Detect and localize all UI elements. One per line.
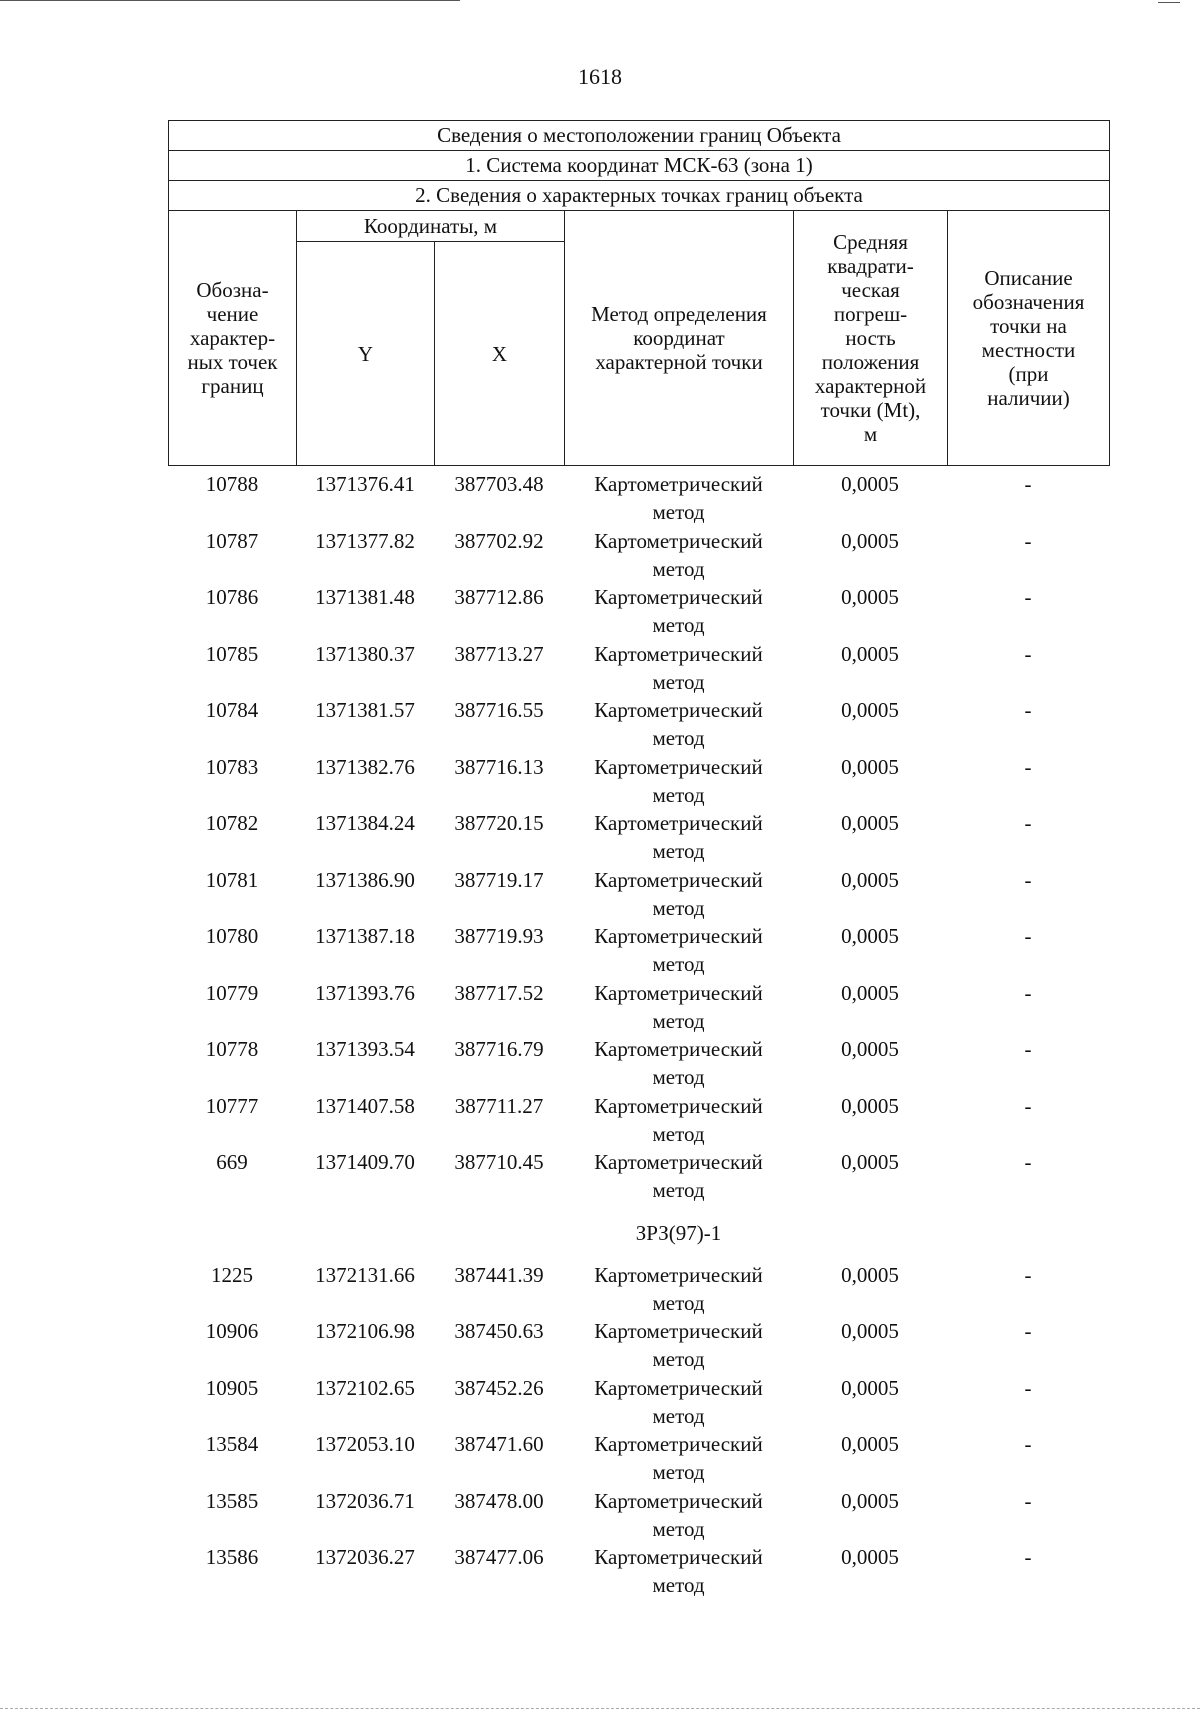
coord-y: 1371387.18: [315, 924, 415, 948]
error-mt: 0,0005: [841, 1150, 899, 1174]
method: Картометрический метод: [594, 1037, 763, 1089]
table-title: Сведения о местоположении границ Объекта: [169, 121, 1110, 151]
method: Картометрический метод: [594, 528, 763, 581]
scan-edge-line-top: [0, 0, 460, 1]
point-id: 10787: [205, 528, 259, 553]
description: -: [1024, 1319, 1032, 1343]
method: Картометрический метод: [594, 1262, 763, 1315]
method: Картометрический метод: [594, 924, 763, 976]
method: Картометрический метод: [594, 1432, 763, 1484]
table-row: [168, 1317, 1109, 1374]
description: -: [1024, 1432, 1032, 1456]
coord-y: 1371393.54: [315, 1037, 415, 1061]
coord-y: 1371409.70: [315, 1150, 415, 1174]
coord-x: 387719.17: [454, 867, 544, 892]
description: -: [1024, 1150, 1032, 1174]
description: -: [1024, 1375, 1032, 1400]
point-id: 10783: [205, 754, 259, 779]
error-mt: 0,0005: [841, 980, 899, 1005]
coord-y: 1371407.58: [315, 1093, 415, 1118]
coord-y: 1372106.98: [315, 1319, 415, 1343]
table-row: [168, 979, 1109, 1036]
description: -: [1024, 980, 1032, 1005]
point-id: 1225: [211, 1262, 253, 1287]
description: -: [1024, 1488, 1032, 1513]
coord-y: 1371376.41: [315, 472, 415, 496]
table-row: [168, 1543, 1109, 1600]
error-mt: 0,0005: [841, 1545, 899, 1569]
coord-y: 1371386.90: [315, 867, 415, 892]
error-mt: 0,0005: [841, 641, 899, 666]
coord-x: 387716.79: [454, 1037, 544, 1061]
coord-x: 387716.55: [454, 698, 544, 722]
error-mt: 0,0005: [841, 1093, 899, 1118]
coord-y: 1371380.37: [315, 641, 415, 666]
coord-y: 1371382.76: [315, 754, 415, 779]
description: -: [1024, 867, 1032, 892]
error-mt: 0,0005: [841, 754, 899, 779]
col-header-method: Метод определения координат характерной точки: [565, 211, 794, 466]
coord-x: 387719.93: [454, 924, 544, 948]
coord-x: 387478.00: [454, 1488, 544, 1513]
scan-edge-line-bottom: [0, 1708, 1200, 1709]
coord-y: 1371381.48: [315, 585, 415, 609]
method: Картометрический метод: [594, 1545, 763, 1597]
description: -: [1024, 528, 1032, 553]
method: Картометрический метод: [594, 811, 763, 863]
point-id: 10788: [205, 472, 259, 496]
coord-y: 1371384.24: [315, 811, 415, 835]
coord-y: 1372036.27: [315, 1545, 415, 1569]
row-group-1: [168, 470, 1109, 1205]
section-title: 2. Сведения о характерных точках границ объекта: [169, 181, 1110, 211]
coord-x: 387716.13: [454, 754, 544, 779]
coord-x: 387471.60: [454, 1432, 544, 1456]
col-header-x: X: [435, 242, 565, 466]
point-id: 10784: [205, 698, 259, 722]
coord-y: 1371381.57: [315, 698, 415, 722]
error-mt: 0,0005: [841, 924, 899, 948]
table-row: [168, 1148, 1109, 1205]
table-row: [168, 583, 1109, 640]
method: Картометрический метод: [594, 980, 763, 1033]
error-mt: 0,0005: [841, 698, 899, 722]
coord-y: 1372053.10: [315, 1432, 415, 1456]
table-row: [168, 527, 1109, 584]
point-id: 10780: [205, 924, 259, 948]
error-mt: 0,0005: [841, 811, 899, 835]
coord-y: 1371377.82: [315, 528, 415, 553]
method: Картометрический метод: [594, 867, 763, 920]
coord-x: 387713.27: [454, 641, 544, 666]
table-row: [168, 1430, 1109, 1487]
error-mt: 0,0005: [841, 1319, 899, 1343]
description: -: [1024, 472, 1032, 496]
method: Картометрический метод: [594, 1319, 763, 1371]
description: -: [1024, 585, 1032, 609]
coord-x: 387477.06: [454, 1545, 544, 1569]
col-header-coordinates: Координаты, м: [297, 211, 565, 242]
description: -: [1024, 811, 1032, 835]
col-header-error: Средняя квадрати- ческая погреш- ность положения характерной точки (Mt), м: [794, 211, 948, 466]
table-row: [168, 922, 1109, 979]
point-id: 10905: [205, 1375, 259, 1400]
error-mt: 0,0005: [841, 1488, 899, 1513]
error-mt: 0,0005: [841, 472, 899, 496]
row-group-2: [168, 1261, 1109, 1600]
error-mt: 0,0005: [841, 1432, 899, 1456]
method: Картометрический метод: [594, 641, 763, 694]
coord-x: 387717.52: [454, 980, 544, 1005]
coord-x: 387441.39: [454, 1262, 544, 1287]
method: Картометрический метод: [594, 585, 763, 637]
table-row: [168, 696, 1109, 753]
group-label-row: [168, 1205, 1109, 1261]
point-id: 13584: [205, 1432, 259, 1456]
table-row: [168, 866, 1109, 923]
coord-x: 387702.92: [454, 528, 544, 553]
table-row: [168, 1487, 1109, 1544]
method: Картометрический метод: [594, 1093, 763, 1146]
description: -: [1024, 924, 1032, 948]
error-mt: 0,0005: [841, 867, 899, 892]
point-id: 10778: [205, 1037, 259, 1061]
coord-x: 387711.27: [454, 1093, 544, 1118]
description: -: [1024, 698, 1032, 722]
method: Картометрический метод: [594, 698, 763, 750]
col-header-description: Описание обозначения точки на местности (при наличии): [948, 211, 1110, 466]
description: -: [1024, 754, 1032, 779]
description: -: [1024, 1037, 1032, 1061]
coordinates-table-body: [168, 470, 1109, 1600]
method: Картометрический метод: [594, 754, 763, 807]
description: -: [1024, 641, 1032, 666]
description: -: [1024, 1545, 1032, 1569]
method: Картометрический метод: [594, 472, 763, 524]
table-row: [168, 470, 1109, 527]
coord-y: 1371393.76: [315, 980, 415, 1005]
col-header-designation: Обозна- чение характер- ных точек границ: [169, 211, 297, 466]
table-row: [168, 753, 1109, 810]
table-row: [168, 1261, 1109, 1318]
coord-x: 387703.48: [454, 472, 544, 496]
table-row: [168, 1092, 1109, 1149]
coord-x: 387712.86: [454, 585, 544, 609]
point-id: 10906: [205, 1319, 259, 1343]
coord-x: 387450.63: [454, 1319, 544, 1343]
method: Картометрический метод: [594, 1488, 763, 1541]
col-header-y: Y: [297, 242, 435, 466]
point-id: 10785: [205, 641, 259, 666]
error-mt: 0,0005: [841, 1262, 899, 1287]
error-mt: 0,0005: [841, 1037, 899, 1061]
scan-edge-line-top-right: [1158, 2, 1180, 3]
point-id: 13586: [205, 1545, 259, 1569]
coord-y: 1372131.66: [315, 1262, 415, 1287]
method: Картометрический метод: [594, 1150, 763, 1202]
point-id: 10782: [205, 811, 259, 835]
description: -: [1024, 1262, 1032, 1287]
error-mt: 0,0005: [841, 1375, 899, 1400]
error-mt: 0,0005: [841, 585, 899, 609]
coord-x: 387720.15: [454, 811, 544, 835]
error-mt: 0,0005: [841, 528, 899, 553]
coord-y: 1372102.65: [315, 1375, 415, 1400]
point-id: 10779: [205, 980, 259, 1005]
table-row: [168, 1374, 1109, 1431]
coord-y: 1372036.71: [315, 1488, 415, 1513]
page-number: 1618: [578, 64, 622, 89]
coord-x: 387452.26: [454, 1375, 544, 1400]
coord-x: 387710.45: [454, 1150, 544, 1174]
point-id: 669: [216, 1150, 248, 1174]
point-id: 10781: [205, 867, 259, 892]
point-id: 13585: [205, 1488, 259, 1513]
description: -: [1024, 1093, 1032, 1118]
table-row: [168, 809, 1109, 866]
coordinates-table-header: [168, 120, 1110, 466]
coordinate-system: 1. Система координат МСК-63 (зона 1): [169, 151, 1110, 181]
table-row: [168, 1035, 1109, 1092]
method: Картометрический метод: [594, 1375, 763, 1428]
point-id: 10786: [205, 585, 259, 609]
group-label: ЗРЗ(97)-1: [635, 1220, 722, 1245]
table-row: [168, 640, 1109, 697]
point-id: 10777: [205, 1093, 259, 1118]
